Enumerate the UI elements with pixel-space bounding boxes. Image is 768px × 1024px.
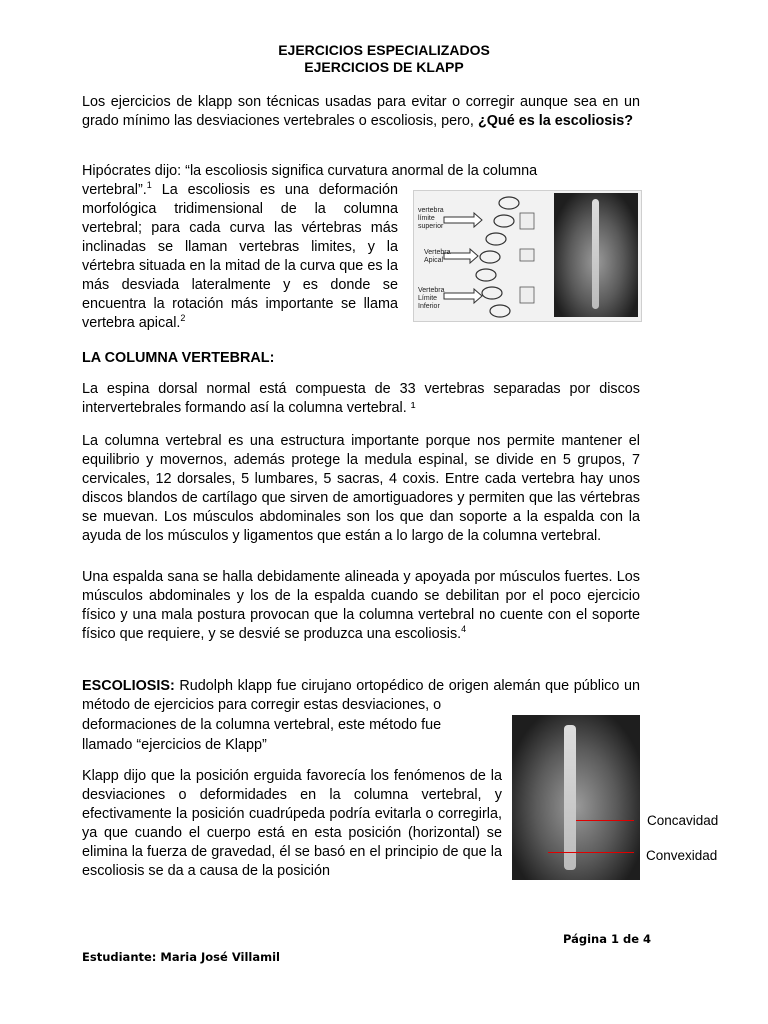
columna-paragraph-3 <box>82 568 640 644</box>
escoliosis-text-a: Rudolph klapp fue cirujano ortopédico de origen alemán que público un método de ejercicios para corregir estas desviaciones, o <box>82 678 640 713</box>
arrow-convexidad <box>548 852 634 853</box>
xray-spine-column-large <box>564 725 576 870</box>
hipocrates-line1: Hipócrates dijo: “la escoliosis significa curvatura anormal de la columna <box>82 163 538 179</box>
document-subtitle: EJERCICIOS DE KLAPP <box>304 59 464 75</box>
intro-paragraph <box>82 93 640 131</box>
vertebra-diagram-figure <box>413 190 642 322</box>
label-vertebra-superior: vertebra límite superior <box>418 207 444 230</box>
footnote-ref-2: 2 <box>180 313 186 324</box>
intro-text: Los ejercicios de klapp son técnicas usadas para evitar o corregir aunque sea en un grado mínimo las desviaciones vertebrales o escoliosis, pero, <box>82 94 640 129</box>
page-number: Página 1 de 4 <box>563 932 652 946</box>
student-name: Estudiante: Maria José Villamil <box>82 950 280 964</box>
label-vertebra-apical: Vertebra Apical <box>424 249 451 264</box>
label-convexidad: Convexidad <box>646 848 718 863</box>
hipocrates-text: La escoliosis es una deformación morfológica tridimensional de la columna vertebral; para cada curva las vértebras más inclinadas se llaman vertebras limites, y la vértebra situada en la mitad de la curva que es la más desviada lateralmente y es donde se encuentra la rotación más importante se llama vertebra apical. <box>82 182 398 331</box>
escoliosis-text-c: llamado “ejercicios de Klapp” <box>82 737 267 753</box>
section-heading-columna: LA COLUMNA VERTEBRAL: <box>82 350 275 366</box>
xray-spine-image-large <box>512 715 640 880</box>
footnote-ref-4: 4 <box>461 624 467 635</box>
escoliosis-paragraph-1 <box>82 677 640 715</box>
columna-paragraph-3-text: Una espalda sana se halla debidamente alineada y apoyada por músculos fuertes. Los músculos abdominales y los de la espalda cuando se debilitan por el poco ejercicio físico y una mala postura provocan que la columna vertebral no cuente con el soporte físico que requiere, y se desvié se produzca una escoliosis. <box>82 569 640 642</box>
xray-spine-image-small <box>554 193 638 317</box>
arrow-concavidad <box>576 820 634 821</box>
label-concavidad: Concavidad <box>647 813 719 828</box>
label-vertebra-inferior: Vertebra Límite Inferior <box>418 287 445 310</box>
document-title: EJERCICIOS ESPECIALIZADOS <box>278 42 490 58</box>
xray-spine-column <box>592 199 599 309</box>
columna-paragraph-1: La espina dorsal normal está compuesta de 33 vertebras separadas por discos intervertebrales formando así la columna vertebral. ¹ <box>82 381 640 416</box>
escoliosis-text-b: deformaciones de la columna vertebral, este método fue <box>82 717 442 733</box>
hipocrates-paragraph <box>82 181 398 333</box>
escoliosis-paragraph-2: Klapp dijo que la posición erguida favorecía los fenómenos de la desviaciones o deformidades en la columna vertebral, y efectivamente la posición cuadrúpeda podría evitarla o corregirla, ya que cuando el cuerpo está en esta posición (horizontal) se elimina la fuerza de gravedad, él se basó en el principio de que la escoliosis se da a causa de la posición <box>82 768 502 879</box>
section-heading-escoliosis: ESCOLIOSIS: <box>82 678 175 694</box>
columna-paragraph-2: La columna vertebral es una estructura importante porque nos permite mantener el equilibrio y movernos, además protege la medula espinal, se divide en 5 grupos, 7 cervicales, 12 dorsales, 5 lumbares, 5 sacras, 4 coxis. Entre cada vertebra hay unos discos blandos de cartílago que sirven de amortiguadores y permiten que las vértebras se muevan. Los músculos abdominales son los que dan soporte a la espalda con la ayuda de los músculos y ligamentos que están a lo largo de la columna vertebral. <box>82 433 640 544</box>
hipocrates-line2: vertebral”. <box>82 182 147 198</box>
footnote-ref-1: 1 <box>146 180 152 191</box>
intro-question: ¿Qué es la escoliosis? <box>477 113 634 129</box>
